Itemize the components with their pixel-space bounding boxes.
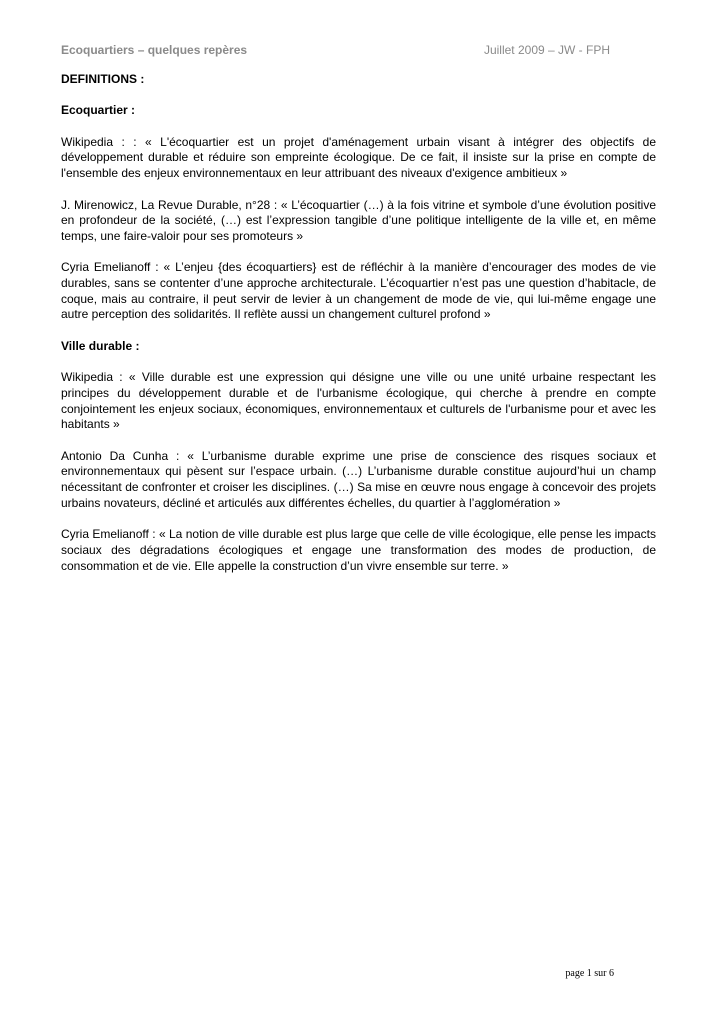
page-number: page 1 sur 6 bbox=[565, 968, 614, 979]
definitions-heading: DEFINITIONS : bbox=[61, 72, 145, 86]
ville-durable-quote-da-cunha: Antonio Da Cunha : « L’urbanisme durable exprime une prise de conscience des risques sociaux et environnementaux qui pèsent sur l’espace urbain. (…) L’urbanisme durable constitue aujourd’hui un champ nécessitant de confronter et croiser les disciplines. (…) Sa mise en œuvre nous engage à concevoir des projets urbains novateurs, décliné et articulés aux différentes échelles, du quartier à l’agglomération » bbox=[61, 448, 656, 510]
page-header bbox=[61, 43, 610, 59]
ecoquartier-quote-mirenowicz: J. Mirenowicz, La Revue Durable, n°28 : « L’écoquartier (…) à la fois vitrine et symbole d’une évolution positive en profondeur de la société, (…) est l’expression tangible d’une politique intelligente de la ville et, en même temps, une faire-valoir pour ses promoteurs » bbox=[61, 197, 656, 243]
document-body bbox=[61, 72, 656, 590]
ville-durable-quote-emelianoff: Cyria Emelianoff : « La notion de ville durable est plus large que celle de ville écologique, elle pense les impacts sociaux des dégradations écologiques et engage une transformation des modes de production, de consommation et de vie. Elle appelle la construction d’un vivre ensemble sur terre. » bbox=[61, 527, 656, 573]
ecoquartier-heading: Ecoquartier : bbox=[61, 103, 136, 118]
header-title: Ecoquartiers – quelques repères bbox=[61, 43, 248, 57]
ecoquartier-quote-wikipedia: Wikipedia : : « L'écoquartier est un projet d'aménagement urbain visant à intégrer des objectifs de développement durable et réduire son empreinte écologique. De ce fait, il insiste sur la prise en compte de l'ensemble des enjeux environnementaux en leur attribuant des niveaux d'exigence ambitieux » bbox=[61, 134, 656, 181]
ecoquartier-quote-emelianoff: Cyria Emelianoff : « L’enjeu {des écoquartiers} est de réfléchir à la manière d’encourager des modes de vie durables, sans se contenter d’une approche architecturale. L’écoquartier n’est pas une question d’habitacle, de coque, mais au contraire, il peut servir de levier à un changement de mode de vie, qui lui-même engage une autre perception des solidarités. Il reflète aussi un changement culturel profond » bbox=[61, 260, 656, 322]
ville-durable-quote-wikipedia: Wikipedia : « Ville durable est une expression qui désigne une ville ou une unité urbaine respectant les principes du développement durable et de l'urbanisme écologique, qui cherche à prendre en compte conjointement les enjeux sociaux, économiques, environnementaux et culturels de l'urbanisme pour et avec les habitants » bbox=[61, 370, 656, 432]
ville-durable-heading: Ville durable : bbox=[61, 338, 140, 353]
header-date-author: Juillet 2009 – JW - FPH bbox=[483, 43, 610, 57]
